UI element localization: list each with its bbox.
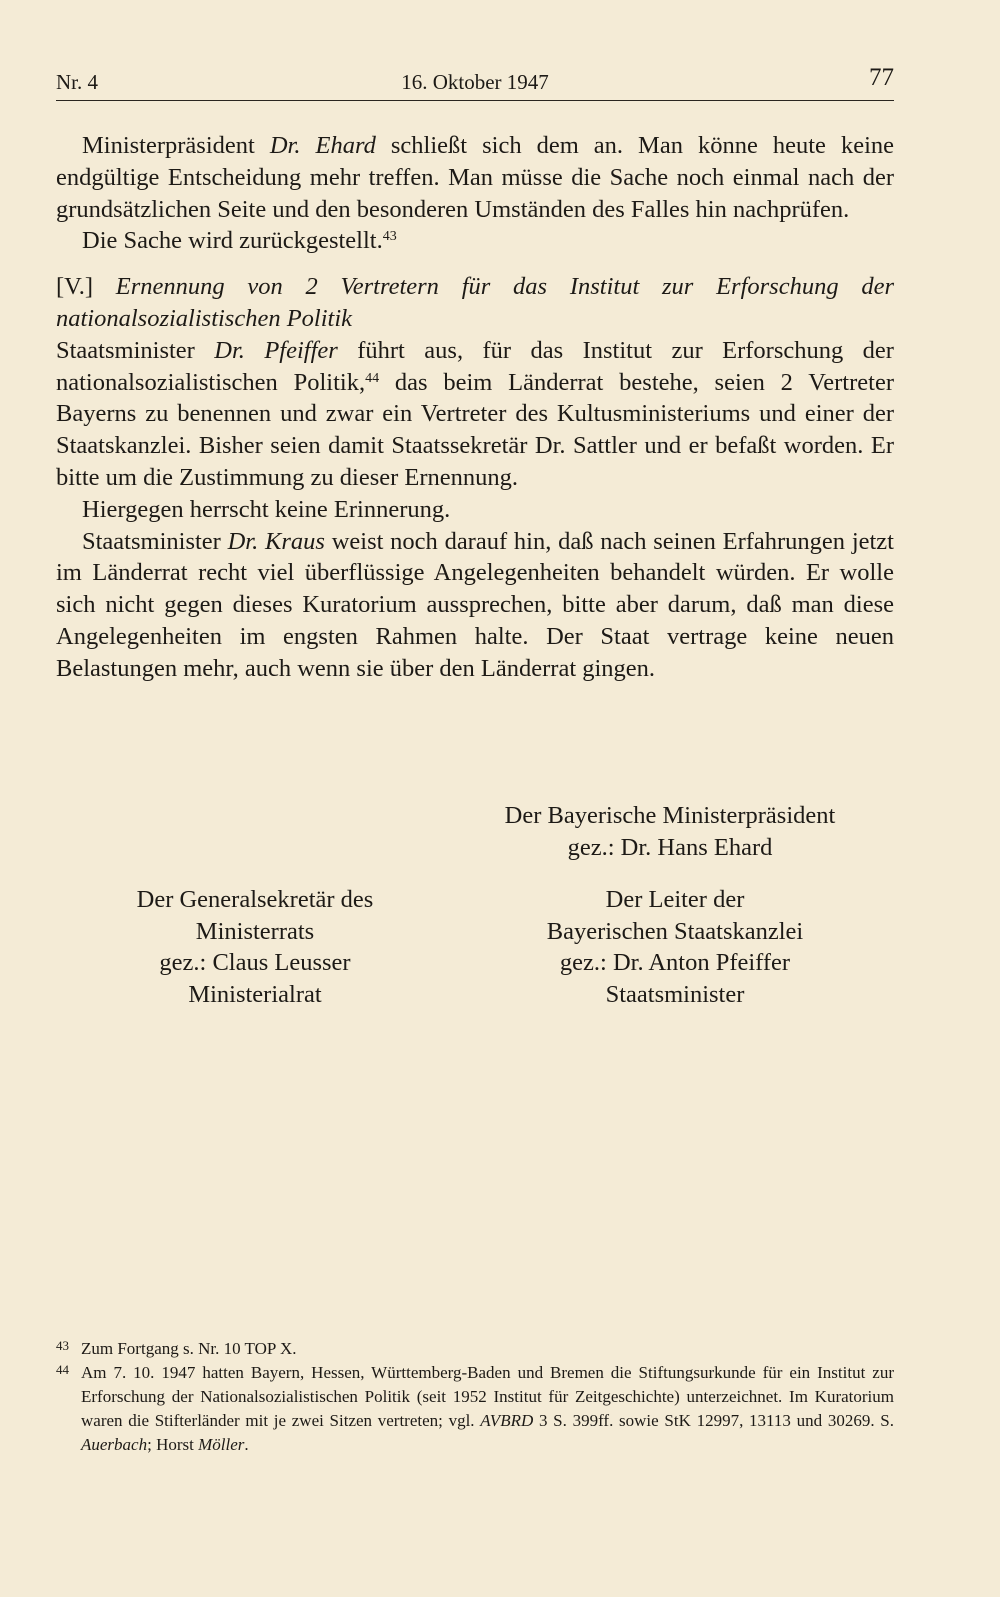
signature-name: gez.: Dr. Hans Ehard [567,833,773,861]
paragraph-text: führt aus, für das Institut zur Erforschung der nationalsozialistischen Politik, [56,336,894,396]
speaker-name: Dr. Ehard [269,132,376,159]
paragraph-deferred [56,225,894,257]
footnote-ref[interactable]: 44 [365,370,380,386]
footnote-text: ; Horst [147,1435,199,1454]
footnote-44 [56,1361,894,1457]
agenda-title: Ernennung von 2 Vertretern für das Institut zur Erforschung der nationalsozialistischen Politik [56,273,894,332]
header-date: 16. Oktober 1947 [401,70,549,94]
signature-name: gez.: Dr. Anton Pfeiffer [559,949,791,976]
page-number: 77 [869,64,894,91]
signature-title: Der Leiter der [605,886,745,913]
signature-title: Ministerrats [195,917,315,945]
paragraph-text: weist noch darauf hin, daß nach seinen Erfahrungen jetzt im Länderrat recht viel überflüssige Angelegenheiten behandelt würden. Er wolle sich nicht gegen dieses Kuratorium aussprechen, bitte aber darum, daß man diese Angelegenheiten im engsten Rahmen halte. Der Staat vertrage keine neuen Belastungen mehr, auch wenn sie über den Länderrat gingen. [56,527,894,682]
paragraph-text: Hiergegen herrscht keine Erinnerung. [82,495,451,523]
agenda-heading [56,271,894,335]
signature-president [470,800,870,863]
signature-rank: Ministerialrat [188,980,322,1008]
signature-chancellery [510,884,840,1010]
signature-name: gez.: Claus Leusser [159,949,351,976]
footnote-text: Am 7. 10. 1947 hatten Bayern, Hessen, Württemberg-Baden und Bremen die Stiftungsurkunde für ein Institut zur Erforschung der Nationalsozialistischen Politik (seit 1952 Institut für Zeitgeschichte) unterzeichnet. Im Kuratorium waren die Stifterländer mit je zwei Sitzen vertreten; vgl. [81,1363,894,1430]
paragraph-text: Ministerpräsident [82,132,270,159]
footnote-43 [56,1337,894,1361]
paragraph-text: Staatsminister [56,336,215,364]
signature-title: Bayerischen Staatskanzlei [546,917,804,945]
footnotes [56,1337,894,1457]
agenda-number: [V.] [56,273,116,301]
paragraph-text: Staatsminister [82,527,228,555]
signature-title: Der Bayerische Ministerpräsident [504,802,836,829]
paragraph-text: schließt sich dem an. Man könne heute keine endgültige Entscheidung mehr treffen. Man müsse die Sache noch einmal nach der grundsätzlichen Seite und den besonderen Umständen des Falles hin nachprüfen. [56,132,895,223]
paragraph-kraus [56,526,894,685]
footnote-text: Zum Fortgang s. Nr. 10 TOP X. [81,1339,297,1358]
main-text [56,130,894,685]
footnote-author: Auerbach [81,1435,148,1454]
footnote-ref[interactable]: 43 [382,229,397,245]
footnote-text: 3 S. 399ff. sowie StK 12997, 13113 und 30269. S. [533,1411,894,1430]
footnote-text: . [244,1435,249,1454]
signature-title: Der Generalsekretär des [136,886,374,913]
paragraph-no-objection [56,494,894,526]
footnote-number: 43 [56,1338,69,1353]
running-head [56,64,894,101]
speaker-name: Dr. Kraus [227,527,325,555]
paragraph-text: das beim Länderrat bestehe, seien 2 Vertreter Bayerns zu benennen und zwar ein Vertreter des Kultusministeriums und einer der Staatskanzlei. Bisher seien damit Staatssekretär Dr. Sattler und er befaßt worden. Er bitte um die Zustimmung zu dieser Ernennung. [56,368,894,491]
paragraph-pfeiffer [56,335,894,494]
footnote-author: Möller [198,1435,245,1454]
paragraph-text: Die Sache wird zurückgestellt. [82,227,383,255]
footnote-number: 44 [56,1362,69,1377]
speaker-name: Dr. Pfeiffer [214,336,338,364]
paragraph-ehard [56,130,894,225]
issue-number: Nr. 4 [56,70,98,94]
signature-secretary [90,884,420,1010]
footnote-source: AVBRD [480,1411,534,1430]
signature-rank: Staatsminister [605,980,745,1008]
